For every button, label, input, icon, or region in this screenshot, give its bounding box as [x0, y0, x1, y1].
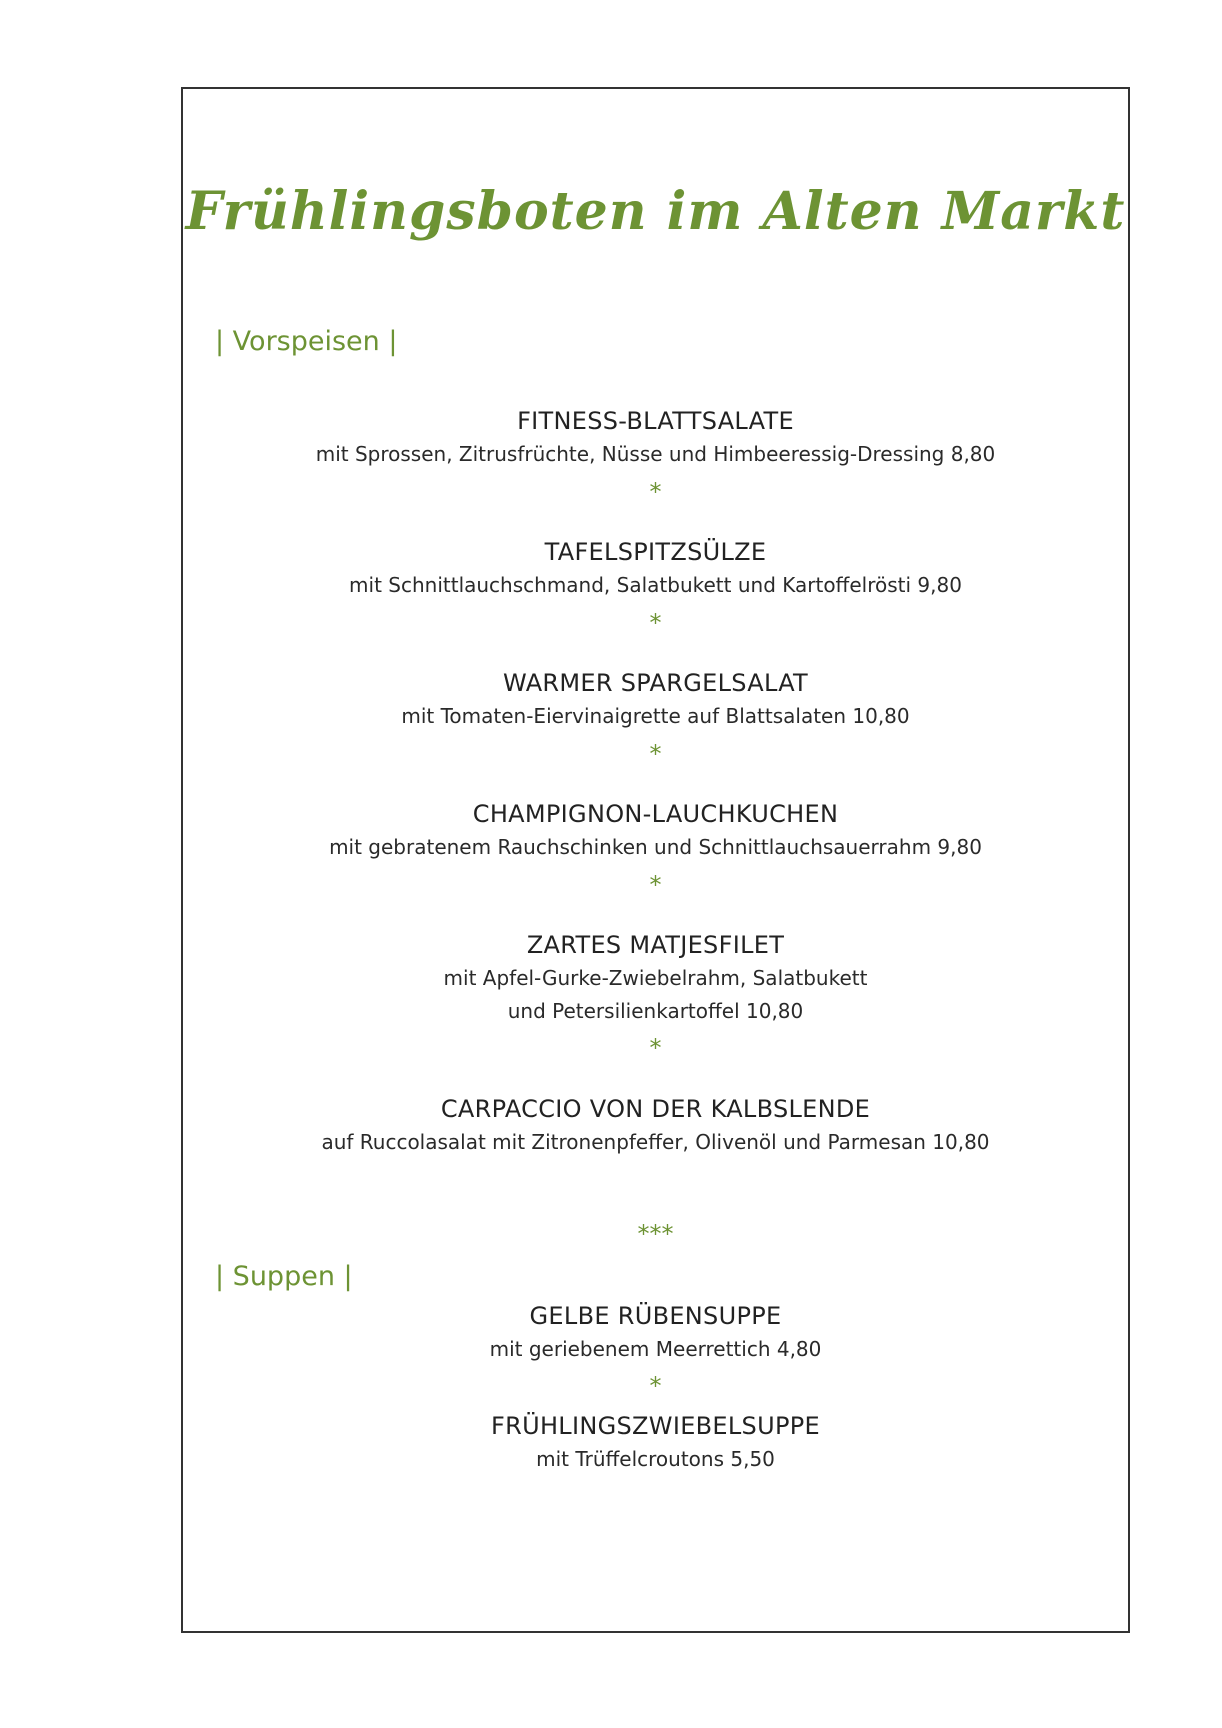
- dish-separator: *: [649, 609, 662, 637]
- dish-separator: *: [649, 871, 662, 899]
- dish-separator: *: [649, 478, 662, 506]
- dish-tafelspitzsuelze: [183, 535, 1128, 602]
- dish-description: mit Sprossen, Zitrusfrüchte, Nüsse und Himbeeressig-Dressing 8,80: [315, 442, 996, 466]
- dish-name: WARMER SPARGELSALAT: [502, 669, 809, 697]
- dish-gelbe-ruebensuppe: [183, 1299, 1128, 1366]
- dish-description: mit Trüffelcroutons 5,50: [536, 1447, 775, 1471]
- section-label-suppen: | Suppen |: [215, 1261, 353, 1292]
- dish-name: CARPACCIO VON DER KALBSLENDE: [440, 1095, 871, 1123]
- dish-name: ZARTES MATJESFILET: [526, 931, 785, 959]
- dish-name: FITNESS-BLATTSALATE: [517, 407, 794, 435]
- dish-description: mit gebratenem Rauchschinken und Schnittlauchsauerrahm 9,80: [329, 835, 982, 859]
- menu-title: Frühlingsboten im Alten Markt: [185, 181, 1126, 242]
- dish-warmer-spargelsalat: [183, 666, 1128, 733]
- dish-description: und Petersilienkartoffel 10,80: [507, 999, 804, 1023]
- section-label-vorspeisen: | Vorspeisen |: [215, 326, 398, 357]
- dish-name: TAFELSPITZSÜLZE: [544, 538, 767, 566]
- dish-name: GELBE RÜBENSUPPE: [529, 1302, 782, 1330]
- dish-description: mit Schnittlauchschmand, Salatbukett und Kartoffelrösti 9,80: [349, 573, 962, 597]
- dish-zartes-matjesfilet: [183, 928, 1128, 1028]
- dish-champignon-lauchkuchen: [183, 797, 1128, 864]
- dish-description: mit Tomaten-Eiervinaigrette auf Blattsalaten 10,80: [401, 704, 910, 728]
- dish-description: auf Ruccolasalat mit Zitronenpfeffer, Olivenöl und Parmesan 10,80: [321, 1130, 990, 1154]
- dish-separator: *: [649, 1034, 662, 1062]
- section-separator: ***: [637, 1220, 674, 1248]
- dish-name: CHAMPIGNON-LAUCHKUCHEN: [472, 800, 839, 828]
- dish-carpaccio-kalbslende: [183, 1092, 1128, 1159]
- dish-separator: *: [649, 1372, 662, 1400]
- dish-description: mit Apfel-Gurke-Zwiebelrahm, Salatbukett: [443, 966, 868, 990]
- dish-name: FRÜHLINGSZWIEBELSUPPE: [491, 1412, 820, 1440]
- dish-fruehlingszwiebelsuppe: [183, 1409, 1128, 1476]
- dish-separator: *: [649, 740, 662, 768]
- dish-fitness-blattsalate: [183, 404, 1128, 471]
- menu-frame: [181, 87, 1130, 1633]
- dish-description: mit geriebenem Meerrettich 4,80: [489, 1337, 822, 1361]
